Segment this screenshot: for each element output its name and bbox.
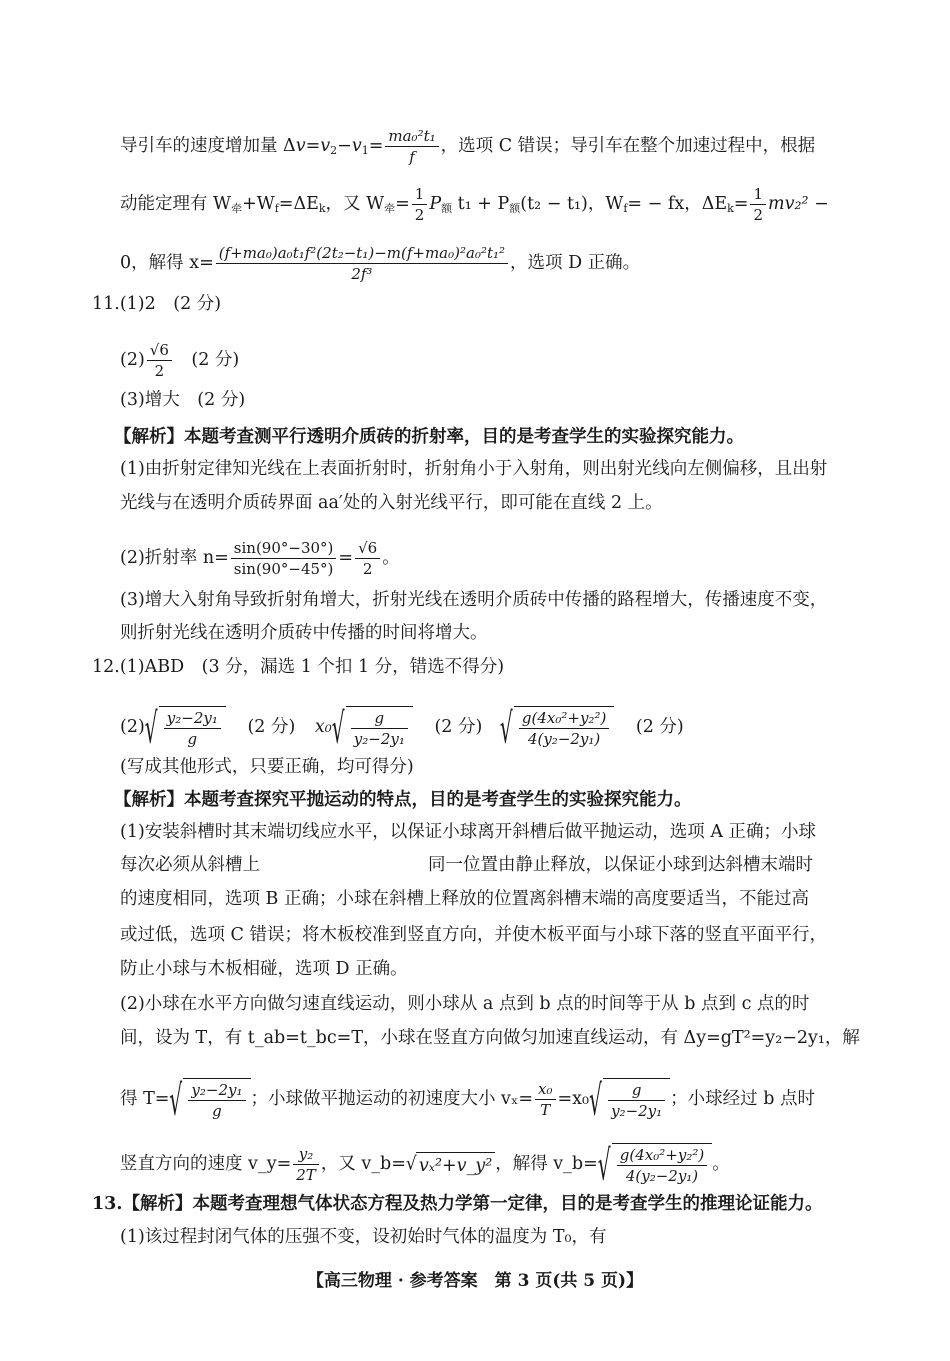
fraction — [535, 1079, 555, 1120]
answer-line — [120, 340, 239, 381]
text: 12.(1)ABD (3 分，漏选 1 个扣 1 分，错选不得分) — [92, 657, 505, 677]
text: 0，解得 x= — [120, 253, 214, 273]
question-number: 13. — [92, 1194, 123, 1214]
para-line — [120, 538, 400, 579]
text: ，选项 D 正确。 — [510, 253, 641, 273]
answer-line — [120, 755, 414, 779]
text: mv₂² − — [768, 194, 829, 214]
text: f — [623, 202, 628, 215]
text: 竖直方向的速度 v_y= — [120, 1154, 292, 1174]
text: +W — [242, 194, 275, 214]
text: ，又 W — [325, 194, 385, 214]
para-line — [120, 1078, 815, 1121]
fraction — [750, 184, 766, 225]
text: 本题考查理想气体状态方程及热力学第一定律，目的是考查学生的推理论证能力。 — [192, 1194, 823, 1214]
fraction — [608, 1080, 665, 1121]
text: 。 — [382, 548, 400, 568]
text: 动能定理有 W — [120, 194, 232, 214]
para-line — [120, 588, 827, 612]
radical — [406, 1152, 495, 1178]
numerator: √ y₂−2y₁ — [164, 708, 221, 729]
text: 导引车的速度增加量 Δ — [120, 136, 296, 156]
denominator: g — [212, 1102, 222, 1120]
text: (1)该过程封闭气体的压强不变，设初始时气体的温度为 T₀，有 — [120, 1227, 607, 1247]
text: = − fx，ΔE — [627, 194, 728, 214]
numerator: √6 — [147, 340, 172, 361]
denominator: sin(90°−45°) — [233, 560, 334, 578]
text: 本题考查测平行透明介质砖的折射率，目的是考查学生的实验探究能力。 — [184, 427, 744, 447]
text: 额 — [509, 202, 521, 215]
denominator: 2f³ — [351, 265, 373, 283]
fraction — [351, 708, 408, 749]
text: 防止小球与木板相碰，选项 D 正确。 — [120, 959, 408, 979]
para-line — [120, 923, 827, 947]
text: (1)由折射定律知光线在上表面折射时，折射角小于入射角，则出射光线向左侧偏移，且出射 — [120, 459, 828, 479]
numerator: x₀ — [535, 1079, 555, 1100]
numerator: √6 — [355, 538, 380, 559]
text: ，又 v_b= — [320, 1154, 406, 1174]
fraction — [147, 340, 172, 381]
text: (2) — [120, 717, 145, 737]
denominator: 4(y₂−2y₁) — [625, 1167, 699, 1185]
radical — [169, 1078, 250, 1121]
radicand: vₓ²+v_y² — [416, 1152, 495, 1178]
para-line — [120, 621, 488, 645]
fraction — [355, 538, 380, 579]
text: (2 分) — [635, 717, 684, 737]
text: = — [338, 548, 354, 568]
para-line — [120, 243, 640, 284]
radical — [598, 1143, 712, 1186]
text: (2) — [120, 350, 145, 370]
text: (2 分) — [247, 717, 296, 737]
text: 或过低，选项 C 错误；将木板校准到竖直方向，并使木板平面与小球下落的竖直平面平行， — [120, 925, 828, 945]
text: 牵 — [231, 202, 243, 215]
numerator: y₂ — [293, 1144, 319, 1165]
fraction — [216, 243, 508, 284]
para-line — [120, 491, 663, 515]
fraction — [412, 184, 428, 225]
text: f — [274, 202, 279, 215]
text: = — [305, 136, 321, 156]
text: v — [320, 136, 331, 156]
analysis-tag: 【解析】 — [114, 427, 184, 447]
fraction — [188, 1080, 245, 1121]
text: P — [429, 194, 442, 214]
denominator: f — [409, 148, 415, 166]
text: v — [351, 136, 362, 156]
para-line — [120, 820, 816, 844]
para-line — [120, 1026, 860, 1050]
text: = — [368, 136, 384, 156]
fraction — [617, 1145, 707, 1186]
text: (2 分) — [173, 350, 240, 370]
text: 1 — [361, 144, 369, 157]
numerator: ma₀²t₁ — [385, 126, 438, 147]
fraction — [293, 1144, 319, 1185]
text: 本题考查探究平抛运动的特点，目的是考查学生的实验探究能力。 — [184, 790, 692, 810]
numerator: √ g — [608, 1080, 665, 1101]
analysis-tag: 【解析】 — [122, 1194, 193, 1214]
denominator: 2 — [753, 206, 764, 224]
text: 间，设为 T，有 t_ab=t_bc=T，小球在竖直方向做匀加速直线运动，有 Δy=gT²=y₂−2y₁，解 — [120, 1028, 860, 1048]
text: 11.(1)2 (2 分) — [92, 294, 222, 314]
numerator: √ g(4x₀²+y₂²) — [519, 708, 609, 729]
text: (写成其他形式，只要正确，均可得分) — [120, 757, 414, 777]
text: 同一位置由静止释放，以保证小球到达斜槽末端时 — [428, 855, 813, 875]
text: =x₀ — [557, 1089, 590, 1109]
text: x₀ — [314, 717, 332, 737]
denominator: T — [540, 1101, 551, 1119]
text: =ΔE — [278, 194, 319, 214]
denominator: y₂−2y₁ — [611, 1102, 663, 1120]
text: k — [318, 202, 326, 215]
text: = — [733, 194, 749, 214]
text: k — [727, 202, 734, 215]
denominator: 2 — [154, 362, 165, 380]
text: ，选项 C 错误；导引车在整个加速过程中，根据 — [440, 136, 816, 156]
fraction — [164, 708, 221, 749]
para-line — [120, 1143, 730, 1186]
denominator: g — [187, 730, 198, 748]
fraction — [519, 708, 609, 749]
answer-line — [92, 655, 504, 679]
text: − — [337, 136, 352, 156]
denominator: 2 — [414, 206, 425, 224]
page-footer: 【高三物理 · 参考答案 第 3 页(共 5 页)】 — [306, 1271, 644, 1291]
text: (2)折射率 n= — [120, 548, 229, 568]
analysis-heading — [114, 788, 692, 812]
text: 光线与在透明介质砖界面 aa′处的入射光线平行，即可能在直线 2 上。 — [120, 493, 663, 513]
numerator: √ g — [351, 708, 408, 729]
numerator: sin(90°−30°) — [231, 538, 337, 559]
text: = — [395, 194, 410, 214]
text: (2)小球在水平方向做匀速直线运动，则小球从 a 点到 b 点的时间等于从 b 点到 c 点的时 — [120, 994, 810, 1014]
para-line — [120, 887, 809, 911]
text: 每次必须从斜槽上 — [120, 855, 260, 875]
answer-line — [120, 706, 684, 749]
text: ；小球做平抛运动的初速度大小 vₓ= — [250, 1089, 534, 1109]
numerator: 1 — [412, 184, 428, 205]
text: 。 — [712, 1154, 730, 1174]
text: (3)增大入射角导致折射角增大，折射光线在透明介质砖中传播的路程增大，传播速度不变， — [120, 590, 828, 610]
para-line — [120, 1225, 607, 1249]
text: 牵 — [384, 202, 396, 215]
text: (t₂ − t₁)，W — [520, 194, 624, 214]
text: (2 分) — [434, 717, 483, 737]
text: ；小球经过 b 点时 — [670, 1089, 815, 1109]
fraction — [385, 126, 438, 167]
analysis-tag: 【解析】 — [114, 790, 184, 810]
text: 2 — [330, 144, 338, 157]
denominator: y₂−2y₁ — [353, 730, 405, 748]
para-line — [120, 126, 815, 167]
fraction — [231, 538, 337, 579]
denominator: 2 — [362, 560, 373, 578]
para-line — [120, 992, 809, 1016]
analysis-heading — [114, 425, 744, 449]
radical — [332, 706, 413, 749]
answer-line — [120, 388, 245, 412]
numerator: 1 — [750, 184, 766, 205]
analysis-heading — [92, 1192, 822, 1216]
text: 得 T= — [120, 1089, 170, 1109]
para-line — [120, 184, 829, 225]
text: 的速度相同，选项 B 正确；小球在斜槽上释放的位置离斜槽末端的高度要适当，不能过高 — [120, 889, 809, 909]
denominator: 4(y₂−2y₁) — [527, 730, 601, 748]
para-line — [120, 957, 408, 981]
para-line — [120, 457, 827, 481]
text: (3)增大 (2 分) — [120, 390, 246, 410]
para-line — [120, 853, 813, 877]
text: v — [295, 136, 306, 156]
numerator: (f+ma₀)a₀t₁f²(2t₂−t₁)−m(f+ma₀)²a₀²t₁² — [216, 243, 508, 264]
numerator: √ y₂−2y₁ — [188, 1080, 245, 1101]
text: ，解得 v_b= — [495, 1154, 598, 1174]
text: (1)安装斜槽时其末端切线应水平，以保证小球离开斜槽后做平抛运动，选项 A 正确；小球 — [120, 822, 817, 842]
text: t₁ + P — [452, 194, 510, 214]
radical — [589, 1078, 670, 1121]
answer-line — [92, 292, 221, 316]
text: 则折射光线在透明介质砖中传播的时间将增大。 — [120, 623, 488, 643]
numerator: √ g(4x₀²+y₂²) — [617, 1145, 707, 1166]
text: 额 — [441, 202, 453, 215]
radical — [145, 706, 226, 749]
denominator: 2T — [296, 1166, 316, 1184]
radical — [500, 706, 614, 749]
